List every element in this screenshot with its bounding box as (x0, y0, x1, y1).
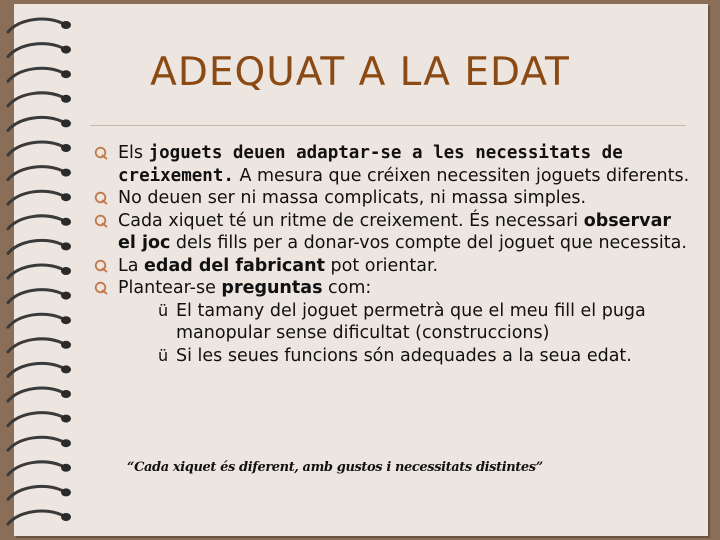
sub-bullet-item (152, 300, 694, 345)
bullet-icon (94, 259, 108, 273)
bullet-text: dels fills per a donar-vos compte del joguet que necessita. (170, 233, 687, 253)
sub-bullet-list (118, 300, 694, 368)
spiral-ring-icon (8, 265, 71, 278)
spiral-ring-icon (8, 511, 71, 524)
bullet-icon (94, 146, 108, 160)
bullet-item (94, 187, 694, 210)
slide-title: ADEQUAT A LA EDAT (150, 50, 570, 95)
spiral-ring-icon (8, 240, 71, 253)
bullet-emphasis: edad del fabricant (144, 255, 325, 276)
bullet-text: Plantear-se (118, 278, 222, 298)
sub-bullet-text: El tamany del joguet permetrà que el meu fill el puga manopular sense dificultat (construccions) (176, 300, 646, 343)
spiral-ring-icon (8, 413, 71, 426)
bullet-emphasis: observar el joc (118, 210, 672, 253)
bullet-icon (94, 191, 108, 205)
bullet-text: Cada xiquet té un ritme de creixement. És necessari (118, 210, 584, 231)
bullet-list (94, 142, 694, 367)
bullet-icon (94, 214, 108, 228)
title-divider (90, 125, 686, 126)
bullet-text: La (118, 255, 145, 276)
spiral-ring-icon (8, 191, 71, 204)
checkmark-icon: ü (158, 345, 169, 365)
spiral-ring-icon (8, 363, 71, 376)
checkmark-icon: ü (158, 300, 169, 320)
bullet-text: Els (118, 143, 149, 163)
spiral-ring-icon (8, 437, 71, 450)
bullet-emphasis: joguets deuen adaptar-se a les necessitats de creixement. (118, 143, 623, 186)
bullet-text: com: (322, 278, 372, 298)
bullet-text: No deuen ser ni massa complicats, ni massa simples. (118, 188, 587, 208)
sub-bullet-text: Si les seues funcions són adequades a la seua edat. (176, 345, 632, 366)
bullet-emphasis: preguntas (221, 278, 323, 298)
spiral-ring-icon (8, 486, 71, 499)
spiral-ring-icon (8, 462, 71, 475)
spiral-ring-icon (8, 117, 71, 130)
quote-text: “Cada xiquet és diferent, amb gustos i necessitats distintes” (127, 460, 543, 475)
bullet-text: pot orientar. (324, 255, 439, 276)
spiral-ring-icon (8, 142, 71, 155)
spiral-ring-icon (8, 314, 71, 327)
spiral-ring-icon (8, 290, 71, 303)
bullet-item (94, 142, 694, 187)
bullet-item (94, 277, 694, 367)
bullet-item (94, 210, 694, 255)
bullet-text: A mesura que créixen necessiten joguets diferents. (233, 165, 690, 186)
bullet-icon (94, 281, 108, 295)
spiral-ring-icon (8, 167, 71, 180)
bullet-item (94, 255, 694, 278)
spiral-ring-icon (8, 19, 71, 32)
spiral-ring-icon (8, 216, 71, 229)
spiral-ring-icon (8, 388, 71, 401)
sub-bullet-item (152, 345, 694, 368)
spiral-ring-icon (8, 339, 71, 352)
